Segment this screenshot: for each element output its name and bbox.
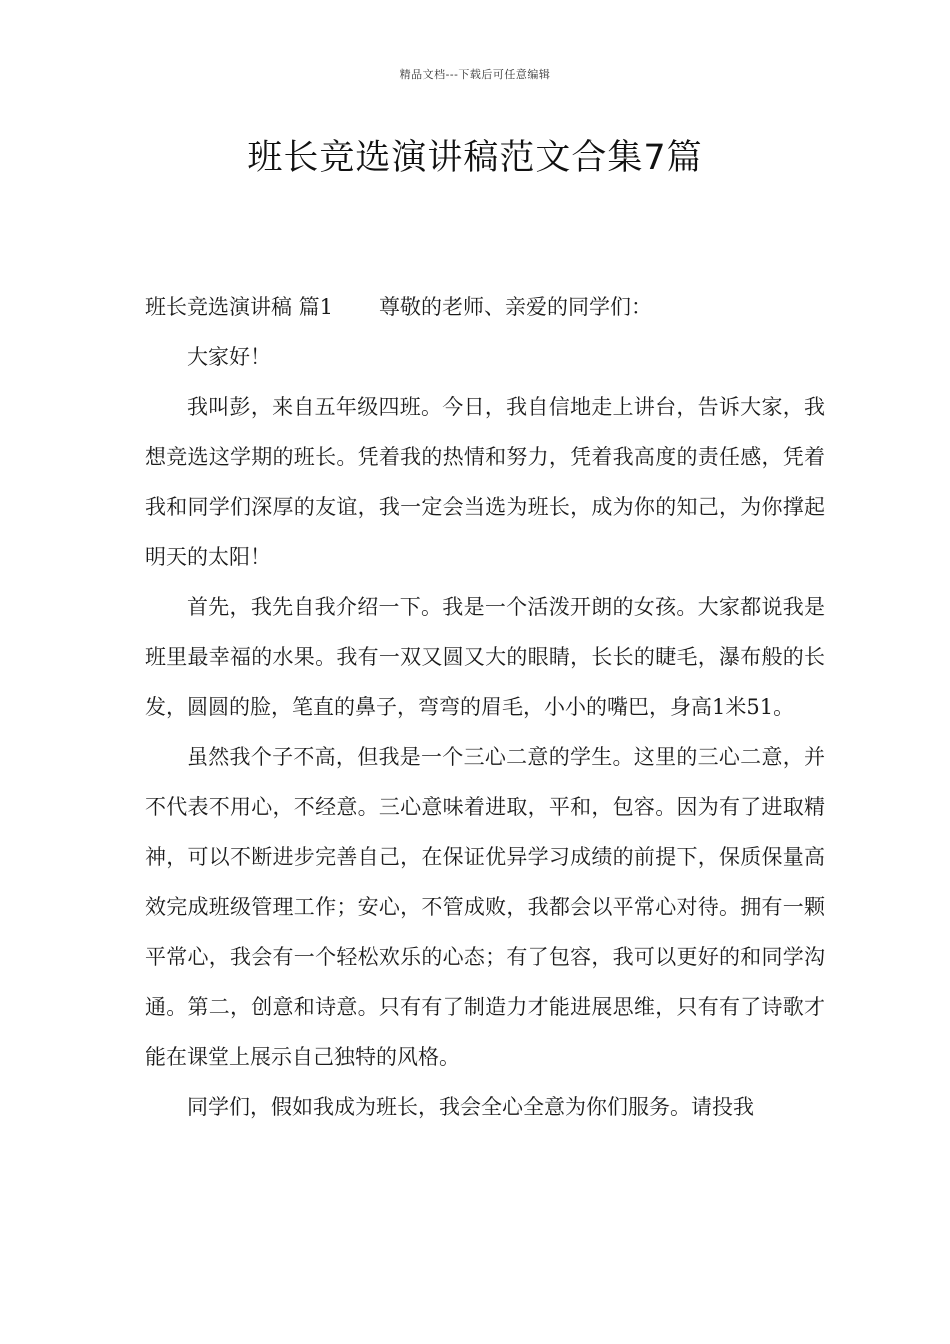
paragraph-greeting: 大家好！	[187, 345, 271, 369]
header-note: 精品文档---下载后可任意编辑	[399, 68, 551, 81]
paragraph-introduction: 我叫彭，来自五年级四班。今日，我自信地走上讲台，告诉大家，我想竞选这学期的班长。凭着我的热情和努力，凭着我高度的责任感，凭着我和同学们深厚的友谊，我一定会当选为班长，成为你的知己，为你撑起明天的太阳！	[145, 395, 825, 569]
paragraph-qualities: 虽然我个子不高，但我是一个三心二意的学生。这里的三心二意，并不代表不用心，不经意。三心意味着进取，平和，包容。因为有了进取精神，可以不断进步完善自己，在保证优异学习成绩的前提下，保质保量高效完成班级管理工作；安心，不管成败，我都会以平常心对待。拥有一颗平常心，我会有一个轻松欢乐的心态；有了包容，我可以更好的和同学沟通。第二，创意和诗意。只有有了制造力才能进展思维，只有有了诗歌才能在课堂上展示自己独特的风格。	[145, 745, 825, 1069]
paragraph-appeal: 同学们，假如我成为班长，我会全心全意为你们服务。请投我	[187, 1095, 754, 1119]
section-heading: 班长竞选演讲稿 篇1	[145, 295, 334, 319]
paragraph-self-description: 首先，我先自我介绍一下。我是一个活泼开朗的女孩。大家都说我是班里最幸福的水果。我有一双又圆又大的眼睛，长长的睫毛，瀑布般的长发，圆圆的脸，笔直的鼻子，弯弯的眉毛，小小的嘴巴，身高1米51。	[145, 595, 825, 719]
salutation: 尊敬的老师、亲爱的同学们：	[379, 295, 653, 319]
document-title: 班长竞选演讲稿范文合集7篇	[247, 138, 703, 178]
document-body	[145, 282, 825, 1132]
section-heading-line	[145, 282, 825, 332]
